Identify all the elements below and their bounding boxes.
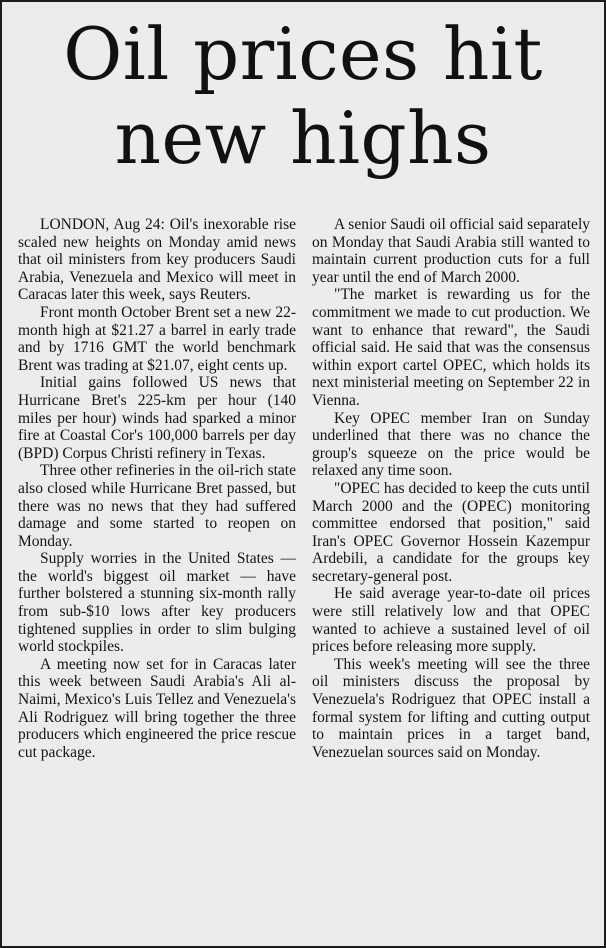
paragraph: "OPEC has decided to keep the cuts until March 2000 and the (OPEC) monitoring committee endorsed that position," said Iran's OPEC Governor Hossein Kazempur Ardebili, a candidate for the groups key secretary-general post. <box>312 479 590 585</box>
headline <box>2 2 604 178</box>
paragraph: This week's meeting will see the three oil ministers discuss the proposal by Venezuela's Rodriguez that OPEC install a formal system for lifting and cutting output to maintain prices in a target band, Venezuelan sources said on Monday. <box>312 655 590 761</box>
headline-line-1: Oil prices hit <box>63 12 543 96</box>
column-right <box>312 216 590 942</box>
paragraph: LONDON, Aug 24: Oil's inexorable rise scaled new heights on Monday amid news that oil ministers from key producers Saudi Arabia, Venezuela and Mexico will meet in Caracas later this week, says Reuters. <box>18 216 296 304</box>
paragraph: Key OPEC member Iran on Sunday underlined that there was no chance the group's squeeze on the price would be relaxed any time soon. <box>312 409 590 480</box>
paragraph: He said average year-to-date oil prices were still relatively low and that OPEC wanted to achieve a sustained level of oil prices before releasing more supply. <box>312 585 590 656</box>
paragraph: A meeting now set for in Caracas later this week between Saudi Arabia's Ali al-Naimi, Mexico's Luis Tellez and Venezuela's Ali Rodriguez will bring together the three producers which engineered the price rescue cut package. <box>18 655 296 761</box>
paragraph: A senior Saudi oil official said separately on Monday that Saudi Arabia still wanted to maintain current production cuts for a full year until the end of March 2000. <box>312 216 590 286</box>
paragraph: "The market is rewarding us for the commitment we made to cut production. We want to enhance that reward", the Saudi official said. He said that was the consensus within export cartel OPEC, which holds its next ministerial meeting on September 22 in Vienna. <box>312 286 590 409</box>
paragraph: Supply worries in the United States — the world's biggest oil market — have further bolstered a stunning six-month rally from sub-$10 lows after key producers tightened supplies in order to slim bulging world stockpiles. <box>18 550 296 656</box>
paragraph: Three other refineries in the oil-rich state also closed while Hurricane Bret passed, but there was no news that they had suffered damage and some started to reopen on Monday. <box>18 462 296 550</box>
headline-line-2: new highs <box>114 96 492 180</box>
column-left <box>18 216 296 942</box>
paragraph: Initial gains followed US news that Hurricane Bret's 225-km per hour (140 miles per hour) winds had sparked a minor fire at Coastal Cor's 100,000 barrels per day (BPD) Corpus Christi refinery in Texas. <box>18 374 296 462</box>
article-body <box>18 216 590 942</box>
paragraph: Front month October Brent set a new 22-month high at $21.27 a barrel in early trade and by 1716 GMT the world benchmark Brent was trading at $21.07, eight cents up. <box>18 303 296 374</box>
